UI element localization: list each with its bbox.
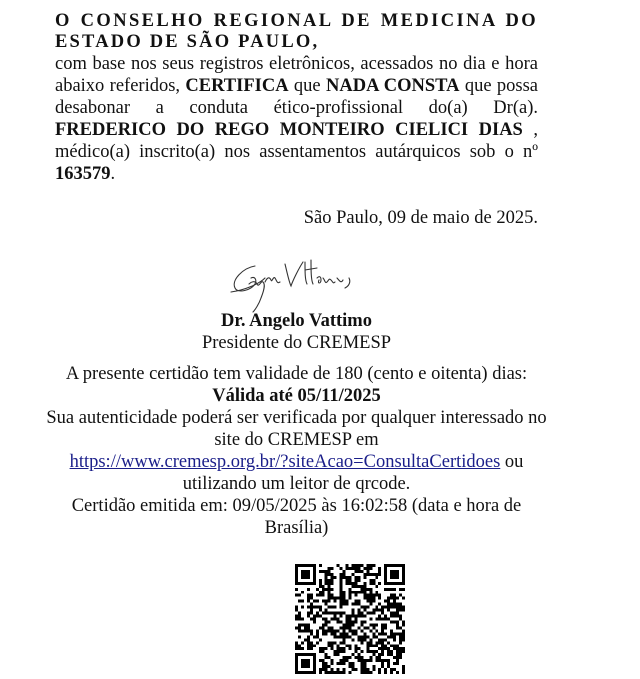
validity-section [45,363,548,539]
signatory-name: Dr. Angelo Vattimo [221,311,372,331]
valid-until: Válida até 05/11/2025 [212,386,381,406]
issued-timestamp: Certidão emitida em: 09/05/2025 às 16:02:58 (data e hora de Brasília) [71,496,522,538]
signature-image [225,254,365,314]
certificate-heading: O CONSELHO REGIONAL DE MEDICINA DO ESTADO DE SÃO PAULO, [55,11,538,52]
crm-number: 163579 [55,164,111,184]
validity-period: A presente certidão tem validade de 180 (cento e oitenta) dias: [65,364,528,384]
heading-line-1: O CONSELHO REGIONAL DE MEDICINA DO [55,11,538,31]
heading-line-2: ESTADO DE SÃO PAULO [55,32,313,52]
authenticity-note: Sua autenticidade poderá ser verificada por qualquer interessado no site do CREMESP em https://www.cremesp.org.br/?siteAcao=ConsultaCertidoes ou utilizando um leitor de qrcode. [46,408,547,494]
verification-link[interactable]: https://www.cremesp.org.br/?siteAcao=ConsultaCertidoes [69,452,501,472]
signatory-role: Presidente do CREMESP [201,333,392,353]
certificate-body: com base nos seus registros eletrônicos, acessados no dia e hora abaixo referidos, CERTIFICA que NADA CONSTA que possa desabonar a conduta ético-profissional do(a) Dr(a). FREDERICO DO REGO MONTEIRO CIELICI DIAS , médico(a) inscrito(a) nos assentamentos autárquicos sob o nº 163579. [55,54,539,184]
qr-code-icon [295,564,405,674]
certificate-page [46,11,547,538]
doctor-name: FREDERICO DO REGO MONTEIRO CIELICI DIAS [55,120,523,140]
signatory-block [55,310,538,354]
certifica-label: CERTIFICA [185,76,289,96]
signature-icon [225,254,365,314]
nada-consta-label: NADA CONSTA [325,76,460,96]
issue-date-line: São Paulo, 09 de maio de 2025. [303,208,538,228]
